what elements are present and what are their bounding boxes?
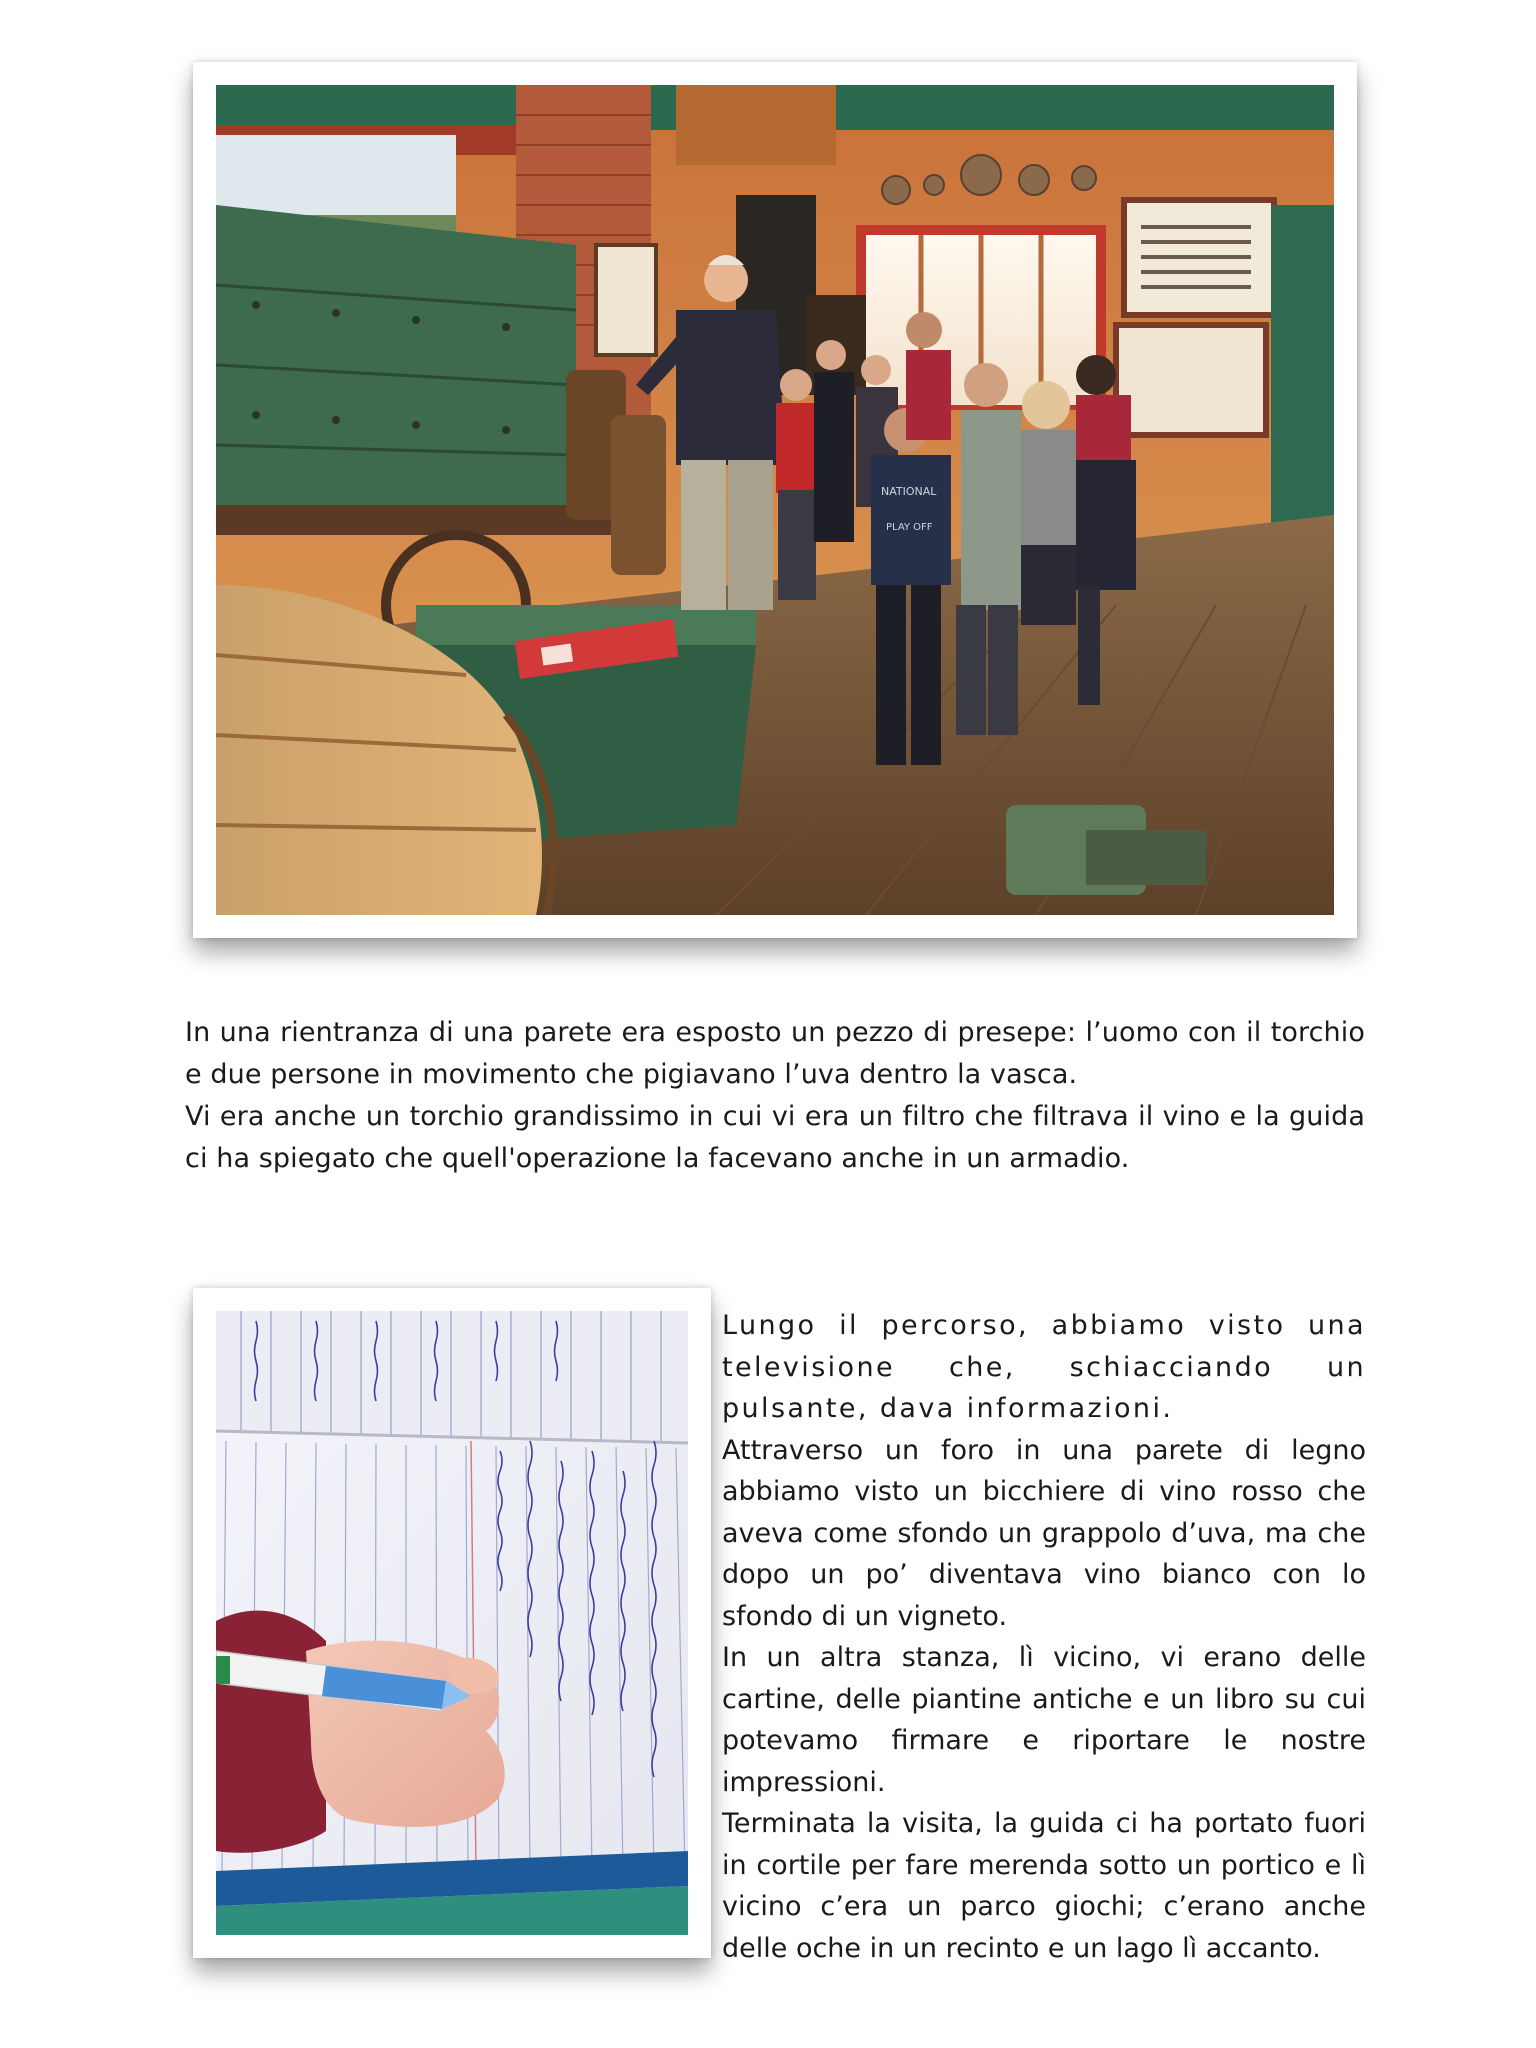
museum-photo-frame	[193, 62, 1357, 938]
upper-drape	[676, 85, 836, 165]
kid-grey-coat	[961, 410, 1021, 610]
cart-base	[216, 505, 616, 535]
paragraph-line-2: Vi era anche un torchio grandissimo in cui vi era un filtro che filtrava il vino e la guida ci ha spiegato che quell'operazione la facevano anche in un armadio.	[185, 1101, 1365, 1174]
guide-trousers	[681, 460, 726, 610]
paragraph-wine-glass: Attraverso un foro in una parete di legno abbiamo visto un bicchiere di vino rosso che aveva come sfondo un grappolo d’uva, ma che dopo un po’ diventava vino bianco con lo sfondo di un vigneto.	[722, 1434, 1366, 1632]
framed-notice	[596, 245, 656, 355]
paragraph-line-1: In una rientranza di una parete era esposto un pezzo di presepe: l’uomo con il torchio e due persone in movimento che pigiavano l’uva dentro la vasca.	[185, 1017, 1365, 1090]
notebook-photo-frame	[193, 1288, 711, 1958]
kid-red-vest	[776, 403, 820, 493]
notebook-photo	[216, 1311, 688, 1935]
guide-jacket	[676, 310, 786, 465]
jacket-text-1: NATIONAL	[881, 485, 937, 498]
intro-paragraph	[185, 1012, 1365, 1180]
paragraph-courtyard: Terminata la visita, la guida ci ha portato fuori in cortile per fare merenda sotto un portico e lì vicino c’era un parco giochi; c’erano anche delle oche in un recinto e un lago lì accanto.	[722, 1808, 1366, 1964]
kid-red-top	[1076, 395, 1131, 465]
barrel-2	[611, 415, 666, 575]
kid-navy-hoodie	[871, 455, 951, 585]
story-paragraphs	[722, 1305, 1366, 1969]
paragraph-maps: In un altra stanza, lì vicino, vi erano delle cartine, delle piantine antiche e un libro su cui potevamo firmare e riportare le nostre impressioni.	[722, 1642, 1366, 1798]
previous-page	[216, 1311, 688, 1441]
motor-shaft	[1086, 830, 1206, 885]
wall-poster-2	[1116, 325, 1266, 435]
notebook-illustration	[216, 1311, 688, 1935]
museum-visit-photo	[216, 85, 1334, 915]
green-cart	[216, 205, 576, 515]
jacket-text-2: PLAY OFF	[886, 522, 933, 533]
museum-visit-illustration	[216, 85, 1334, 915]
paragraph-television: Lungo il percorso, abbiamo visto una televisione che, schiacciando un pulsante, dava informazioni.	[722, 1310, 1366, 1424]
red-sleeve	[216, 1611, 326, 1853]
